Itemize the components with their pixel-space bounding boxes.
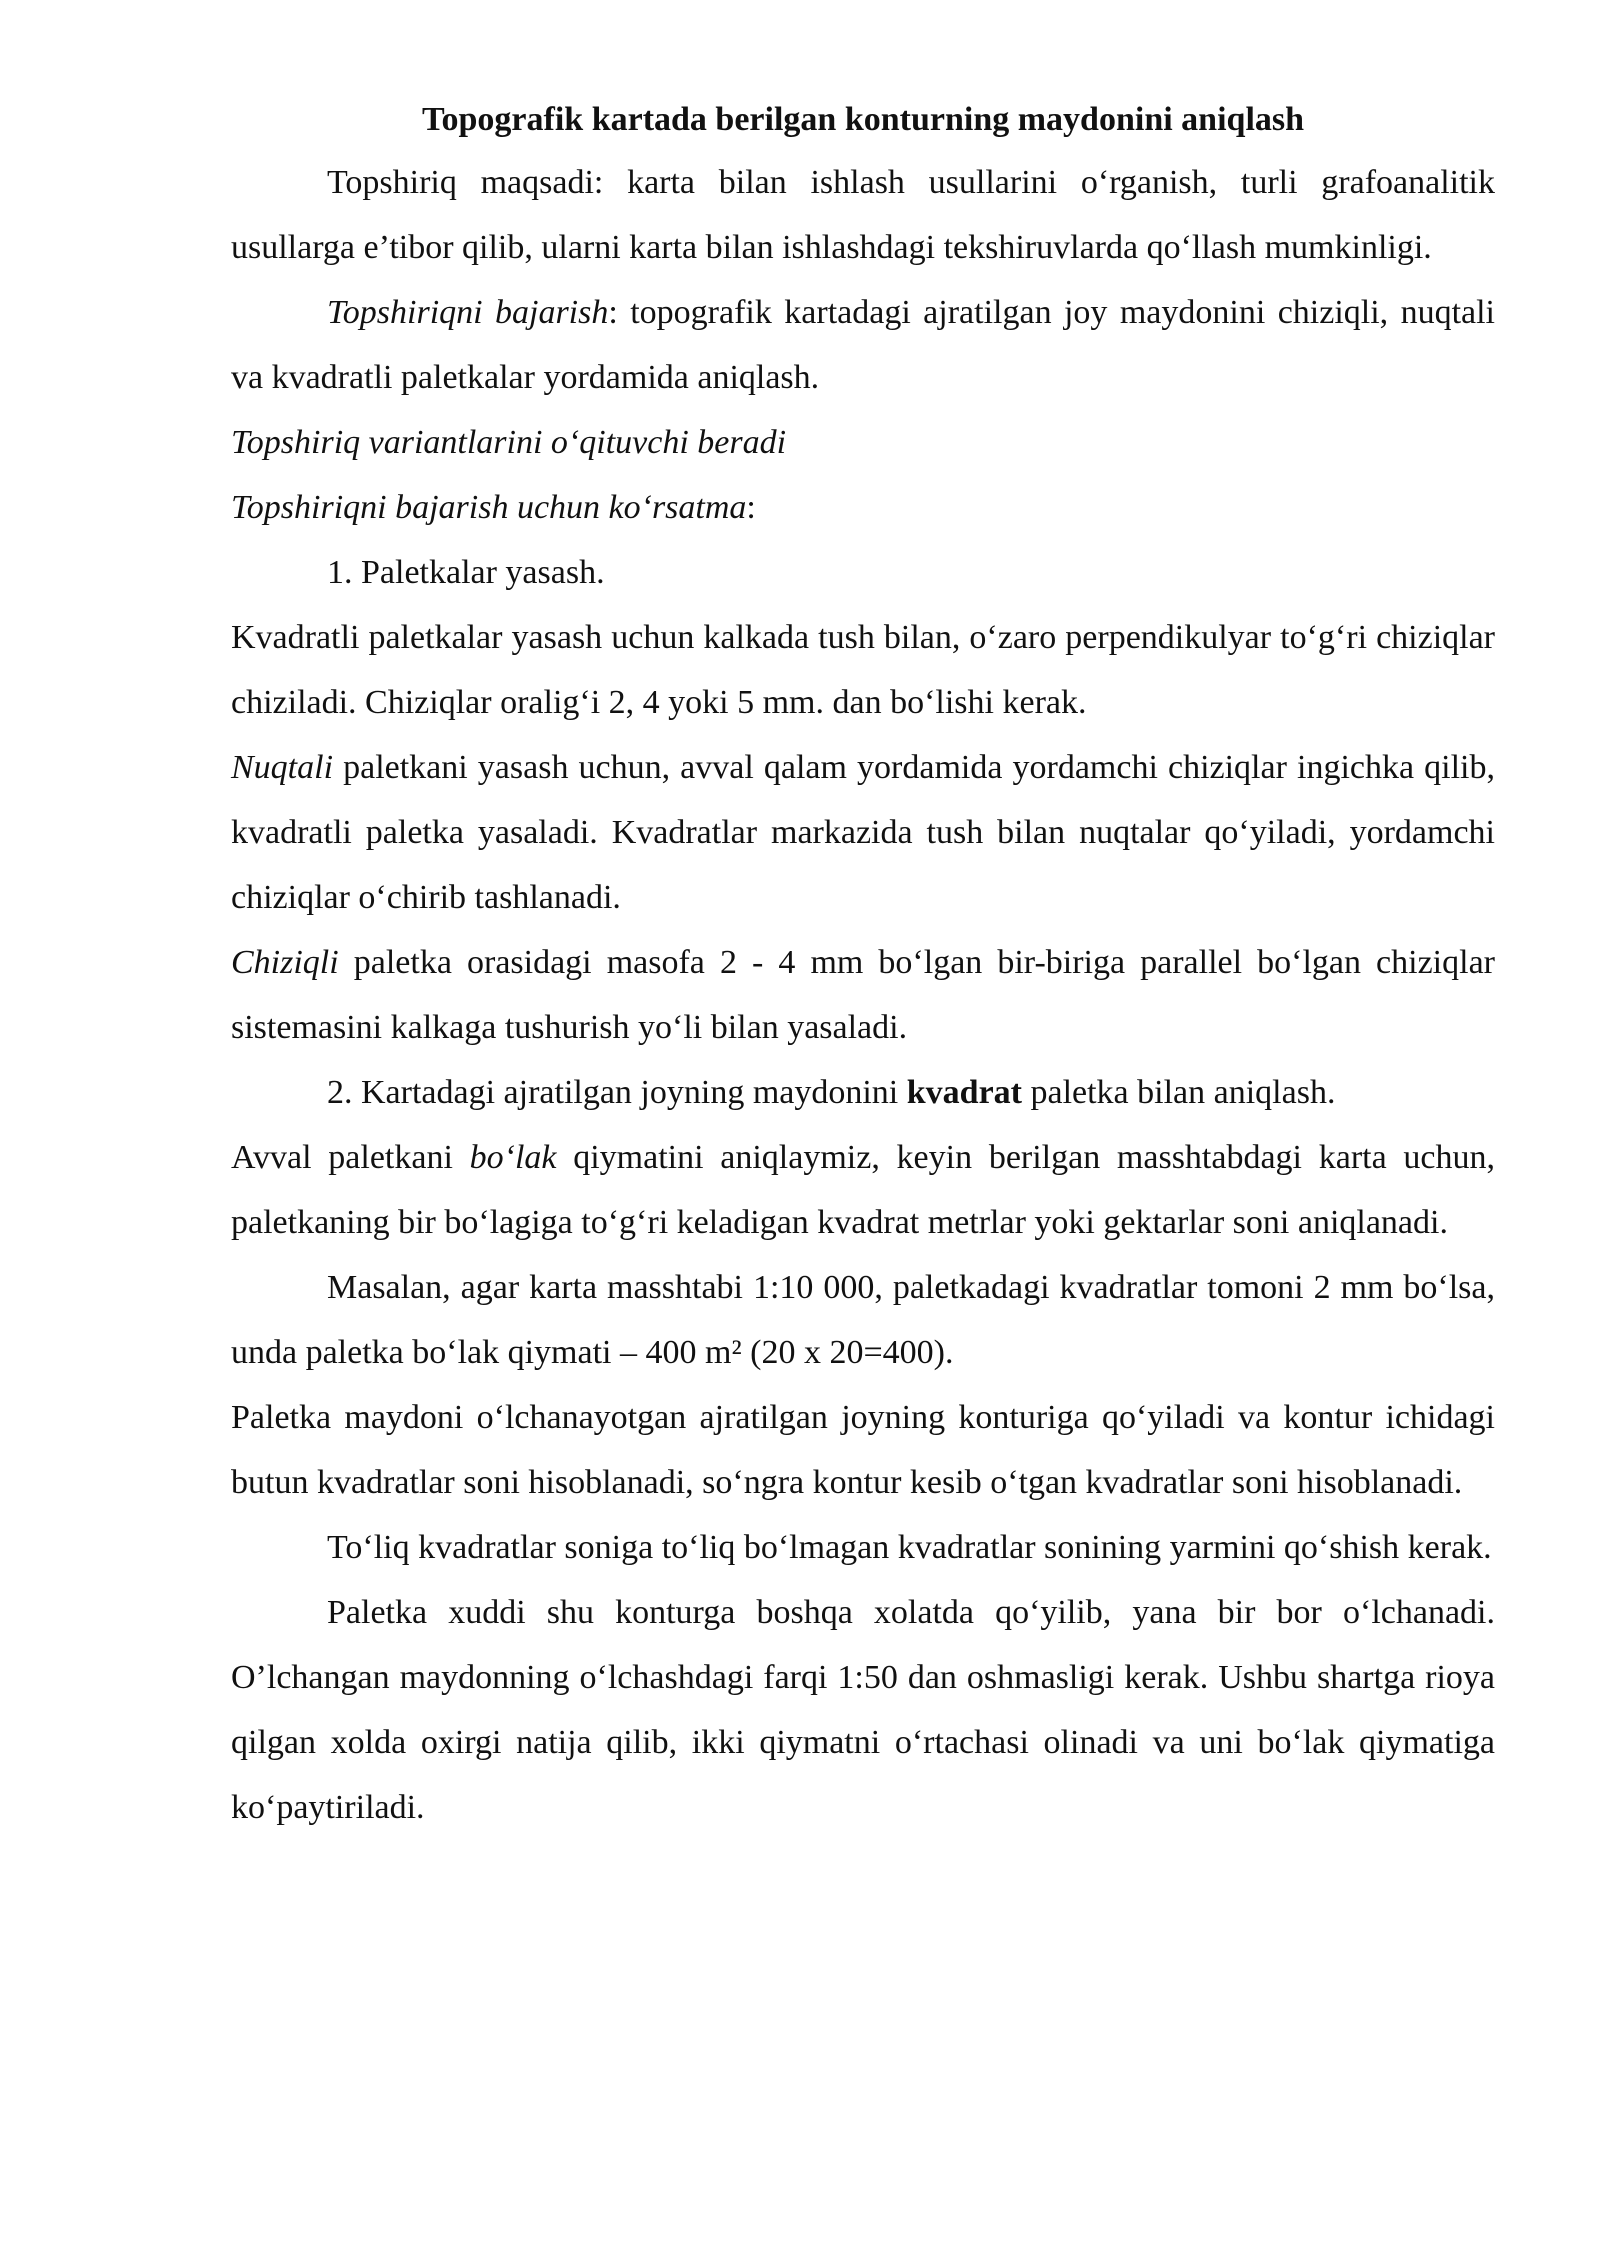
paragraph-square-palette: Kvadratli paletkalar yasash uchun kalkada tush bilan, o‘zaro perpendikulyar to‘g‘ri chiziqlar chiziladi. Chiziqlar oralig‘i 2, 4 yoki 5 mm. dan bo‘lishi kerak. <box>231 619 1495 721</box>
step-2-text-b: paletka bilan aniqlash. <box>1021 1074 1336 1111</box>
step-2-text-a: 2. Kartadagi ajratilgan joyning maydonini <box>327 1074 907 1111</box>
piece-value-term: bo‘lak <box>469 1139 557 1176</box>
instructions-colon: : <box>746 489 756 526</box>
paragraph-remeasure: Paletka xuddi shu konturga boshqa xolatda qo‘yilib, yana bir bor o‘lchanadi. O’lchangan maydonning o‘lchashdagi farqi 1:50 dan oshmasligi kerak. Ushbu shartga rioya qilgan xolda oxirgi natija qilib, ikki qiymatni o‘rtachasi olinadi va uni bo‘lak qiymatiga ko‘paytiriladi. <box>231 1594 1495 1826</box>
paragraph-line-palette <box>231 930 1495 1060</box>
paragraph-variants: Topshiriq variantlarini o‘qituvchi beradi <box>231 424 787 461</box>
paragraph-counting: Paletka maydoni o‘lchanayotgan ajratilgan joyning konturiga qo‘yiladi va kontur ichidagi butun kvadratlar soni hisoblanadi, so‘ngra kontur kesib o‘tgan kvadratlar soni hisoblanadi. <box>231 1399 1495 1501</box>
paragraph-objective: Topshiriq maqsadi: karta bilan ishlash usullarini o‘rganish, turli grafoanalitik usullarga e’tibor qilib, ularni karta bilan ishlashdagi tekshiruvlarda qo‘llash mumkinligi. <box>231 164 1495 266</box>
step-2-heading <box>231 1060 1495 1125</box>
task-execution-label: Topshiriqni bajarish <box>327 294 609 331</box>
dot-palette-text: paletkani yasash uchun, avval qalam yordamida yordamchi chiziqlar ingichka qilib, kvadratli paletka yasaladi. Kvadratlar markazida tush bilan nuqtalar qo‘yiladi, yordamchi chiziqlar o‘chirib tashlanadi. <box>231 749 1495 916</box>
line-palette-text: paletka orasidagi masofa 2 - 4 mm bo‘lgan bir-biriga parallel bo‘lgan chiziqlar sistemasini kalkaga tushurish yo‘li bilan yasaladi. <box>231 944 1495 1046</box>
line-palette-term: Chiziqli <box>231 944 339 981</box>
dot-palette-term: Nuqtali <box>231 749 334 786</box>
paragraph-dot-palette <box>231 735 1495 930</box>
document-page <box>231 92 1495 1840</box>
piece-value-text-a: Avval paletkani <box>231 1139 470 1176</box>
document-title: Topografik kartada berilgan konturning maydonini aniqlash <box>421 101 1305 138</box>
piece-value-text-b: qiymatini aniqlaymiz, keyin berilgan masshtabdagi karta uchun, paletkaning bir bo‘lagiga to‘g‘ri keladigan kvadrat metrlar yoki gektarlar soni aniqlanadi. <box>231 1139 1495 1241</box>
paragraph-half-squares: To‘liq kvadratlar soniga to‘liq bo‘lmagan kvadratlar sonining yarmini qo‘shish kerak. <box>327 1529 1492 1566</box>
paragraph-example: Masalan, agar karta masshtabi 1:10 000, paletkadagi kvadratlar tomoni 2 mm bo‘lsa, unda paletka bo‘lak qiymati – 400 m² (20 x 20=400). <box>231 1269 1495 1371</box>
instructions-label: Topshiriqni bajarish uchun ko‘rsatma <box>231 489 747 526</box>
step-2-bold-term: kvadrat <box>906 1074 1022 1111</box>
task-execution-text: : topografik kartadagi ajratilgan joy maydonini chiziqli, nuqtali va kvadratli paletkalar yordamida aniqlash. <box>231 294 1496 396</box>
paragraph-instructions-heading <box>231 475 1495 540</box>
paragraph-piece-value <box>231 1125 1495 1255</box>
step-1-heading: 1. Paletkalar yasash. <box>327 554 605 591</box>
paragraph-task-execution <box>231 280 1495 410</box>
